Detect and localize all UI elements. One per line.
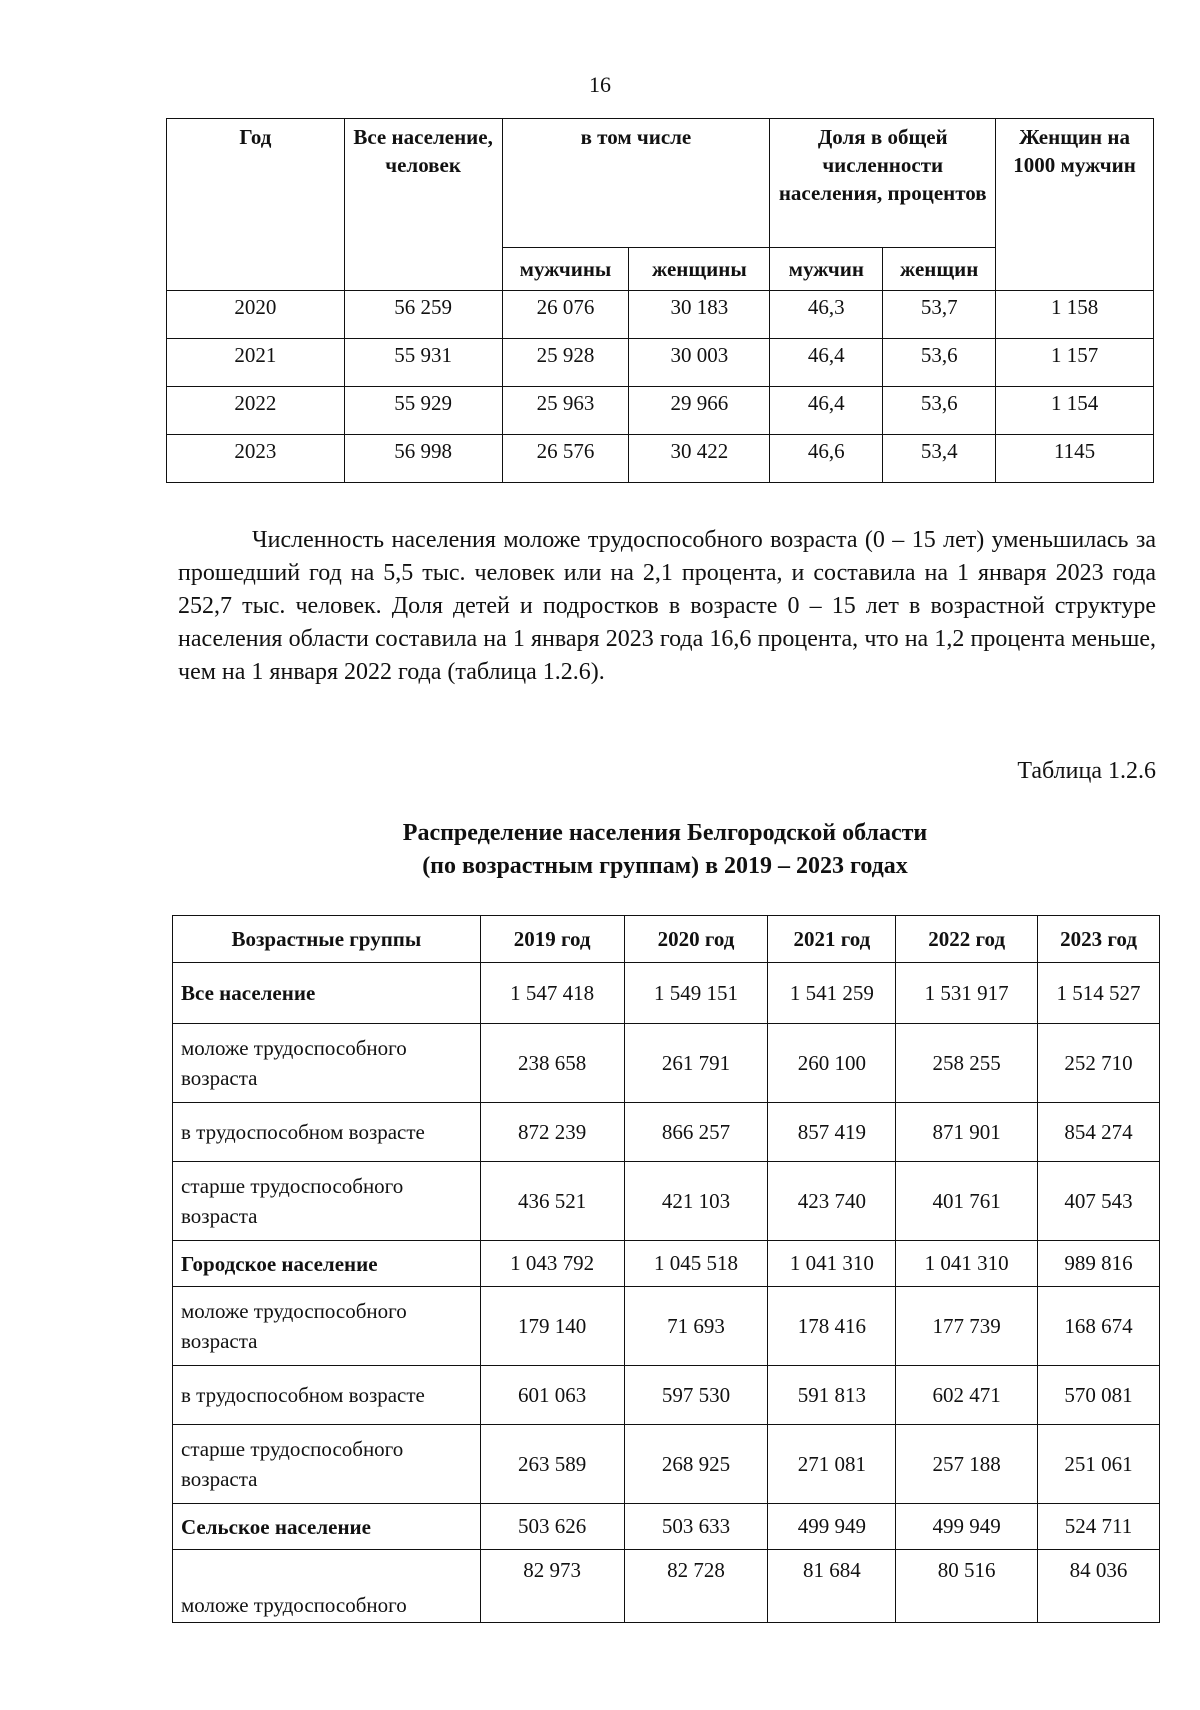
- header-including: в том числе: [502, 119, 770, 248]
- header-women-per-1000: Женщин на 1000 мужчин: [996, 119, 1154, 291]
- table-row: [173, 963, 1160, 1024]
- table-row: [173, 1550, 1160, 1623]
- table-row: [167, 387, 1154, 435]
- cell-2021: 857 419: [768, 1103, 896, 1162]
- cell-year: 2021: [167, 339, 345, 387]
- table-row: [173, 1241, 1160, 1287]
- table-row: [173, 1024, 1160, 1103]
- row-label: Сельское население: [173, 1504, 481, 1550]
- header-men: мужчины: [502, 248, 629, 291]
- cell-women: 30 003: [629, 339, 770, 387]
- table-header-row: [167, 119, 1154, 248]
- header-women-share: женщин: [883, 248, 996, 291]
- cell-2019: 263 589: [480, 1425, 624, 1504]
- cell-2020: 1 549 151: [624, 963, 768, 1024]
- cell-ratio: 1 158: [996, 291, 1154, 339]
- cell-2022: 1 041 310: [896, 1241, 1038, 1287]
- cell-men-share: 46,4: [770, 387, 883, 435]
- row-label: моложе трудоспособного возраста: [173, 1287, 481, 1366]
- row-label: Городское население: [173, 1241, 481, 1287]
- header-2023: 2023 год: [1038, 916, 1160, 963]
- cell-2019: 601 063: [480, 1366, 624, 1425]
- table-row: [173, 1425, 1160, 1504]
- body-paragraph: Численность населения моложе трудоспособного возраста (0 – 15 лет) уменьшилась за прошедший год на 5,5 тыс. человек или на 2,1 процента, и составила на 1 января 2023 года 252,7 тыс. человек. Доля детей и подростков в возрасте 0 – 15 лет в возрастной структуре населения области составила на 1 января 2023 года 16,6 процента, что на 1,2 процента меньше, чем на 1 января 2022 года (таблица 1.2.6).: [178, 527, 1156, 685]
- table-title: [0, 817, 1200, 883]
- cell-2022: 401 761: [896, 1162, 1038, 1241]
- cell-2021: 1 041 310: [768, 1241, 896, 1287]
- cell-total: 56 259: [344, 291, 502, 339]
- cell-men-share: 46,3: [770, 291, 883, 339]
- cell-women: 29 966: [629, 387, 770, 435]
- table-title-line-2: (по возрастным группам) в 2019 – 2023 годах: [422, 853, 908, 879]
- cell-2023: 407 543: [1038, 1162, 1160, 1241]
- table-row: [167, 339, 1154, 387]
- cell-2021: 423 740: [768, 1162, 896, 1241]
- header-total: Все население, человек: [344, 119, 502, 291]
- cell-2022: 602 471: [896, 1366, 1038, 1425]
- row-label: в трудоспособном возрасте: [173, 1103, 481, 1162]
- cell-2020: 866 257: [624, 1103, 768, 1162]
- cell-total: 55 931: [344, 339, 502, 387]
- cell-men: 26 076: [502, 291, 629, 339]
- cell-2022: 1 531 917: [896, 963, 1038, 1024]
- cell-2021: 260 100: [768, 1024, 896, 1103]
- cell-2021: 271 081: [768, 1425, 896, 1504]
- row-label: в трудоспособном возрасте: [173, 1366, 481, 1425]
- cell-2022: 80 516: [896, 1550, 1038, 1623]
- header-year: Год: [167, 119, 345, 291]
- cell-2023: 252 710: [1038, 1024, 1160, 1103]
- cell-women-share: 53,7: [883, 291, 996, 339]
- cell-2019: 1 547 418: [480, 963, 624, 1024]
- cell-women: 30 422: [629, 435, 770, 483]
- cell-women-share: 53,4: [883, 435, 996, 483]
- sex-structure-table: [166, 118, 1154, 483]
- table-row: [173, 1162, 1160, 1241]
- page-number: 16: [589, 72, 611, 97]
- table-title-line-1: Распределение населения Белгородской области: [402, 820, 928, 846]
- row-label: моложе трудоспособного: [173, 1550, 481, 1623]
- header-2022: 2022 год: [896, 916, 1038, 963]
- cell-2022: 177 739: [896, 1287, 1038, 1366]
- cell-women: 30 183: [629, 291, 770, 339]
- cell-ratio: 1145: [996, 435, 1154, 483]
- row-label: Все население: [173, 963, 481, 1024]
- table-row: [173, 1103, 1160, 1162]
- cell-2022: 257 188: [896, 1425, 1038, 1504]
- cell-2020: 82 728: [624, 1550, 768, 1623]
- cell-men-share: 46,6: [770, 435, 883, 483]
- header-age-groups: Возрастные группы: [173, 916, 481, 963]
- cell-2023: 570 081: [1038, 1366, 1160, 1425]
- cell-2020: 71 693: [624, 1287, 768, 1366]
- row-label: старше трудоспособного возраста: [173, 1162, 481, 1241]
- cell-men-share: 46,4: [770, 339, 883, 387]
- table-row: [167, 291, 1154, 339]
- age-groups-table: [172, 915, 1160, 1623]
- header-share: Доля в общей численности населения, процентов: [770, 119, 996, 248]
- cell-2019: 179 140: [480, 1287, 624, 1366]
- cell-2022: 258 255: [896, 1024, 1038, 1103]
- row-label: моложе трудоспособного возраста: [173, 1024, 481, 1103]
- cell-ratio: 1 157: [996, 339, 1154, 387]
- cell-2021: 1 541 259: [768, 963, 896, 1024]
- cell-2021: 178 416: [768, 1287, 896, 1366]
- cell-2019: 1 043 792: [480, 1241, 624, 1287]
- header-2021: 2021 год: [768, 916, 896, 963]
- cell-2020: 261 791: [624, 1024, 768, 1103]
- cell-2021: 499 949: [768, 1504, 896, 1550]
- table-header-row: [173, 916, 1160, 963]
- cell-2020: 1 045 518: [624, 1241, 768, 1287]
- table-row: [173, 1366, 1160, 1425]
- cell-2019: 82 973: [480, 1550, 624, 1623]
- table-row: [173, 1504, 1160, 1550]
- cell-women-share: 53,6: [883, 387, 996, 435]
- cell-ratio: 1 154: [996, 387, 1154, 435]
- cell-2023: 989 816: [1038, 1241, 1160, 1287]
- cell-year: 2020: [167, 291, 345, 339]
- cell-2021: 591 813: [768, 1366, 896, 1425]
- row-label: старше трудоспособного возраста: [173, 1425, 481, 1504]
- cell-total: 56 998: [344, 435, 502, 483]
- cell-year: 2023: [167, 435, 345, 483]
- cell-2020: 503 633: [624, 1504, 768, 1550]
- cell-2023: 84 036: [1038, 1550, 1160, 1623]
- table-row: [167, 435, 1154, 483]
- cell-2019: 503 626: [480, 1504, 624, 1550]
- header-women: женщины: [629, 248, 770, 291]
- cell-2020: 268 925: [624, 1425, 768, 1504]
- cell-2022: 499 949: [896, 1504, 1038, 1550]
- cell-year: 2022: [167, 387, 345, 435]
- cell-2020: 421 103: [624, 1162, 768, 1241]
- header-2020: 2020 год: [624, 916, 768, 963]
- cell-men: 25 963: [502, 387, 629, 435]
- cell-total: 55 929: [344, 387, 502, 435]
- header-men-share: мужчин: [770, 248, 883, 291]
- cell-2023: 168 674: [1038, 1287, 1160, 1366]
- cell-2021: 81 684: [768, 1550, 896, 1623]
- header-2019: 2019 год: [480, 916, 624, 963]
- table-row: [173, 1287, 1160, 1366]
- cell-2023: 854 274: [1038, 1103, 1160, 1162]
- table-label: Таблица 1.2.6: [1017, 758, 1156, 784]
- cell-2019: 238 658: [480, 1024, 624, 1103]
- cell-2023: 524 711: [1038, 1504, 1160, 1550]
- cell-2020: 597 530: [624, 1366, 768, 1425]
- cell-2019: 872 239: [480, 1103, 624, 1162]
- cell-2022: 871 901: [896, 1103, 1038, 1162]
- cell-women-share: 53,6: [883, 339, 996, 387]
- cell-2023: 251 061: [1038, 1425, 1160, 1504]
- cell-men: 26 576: [502, 435, 629, 483]
- cell-men: 25 928: [502, 339, 629, 387]
- cell-2019: 436 521: [480, 1162, 624, 1241]
- cell-2023: 1 514 527: [1038, 963, 1160, 1024]
